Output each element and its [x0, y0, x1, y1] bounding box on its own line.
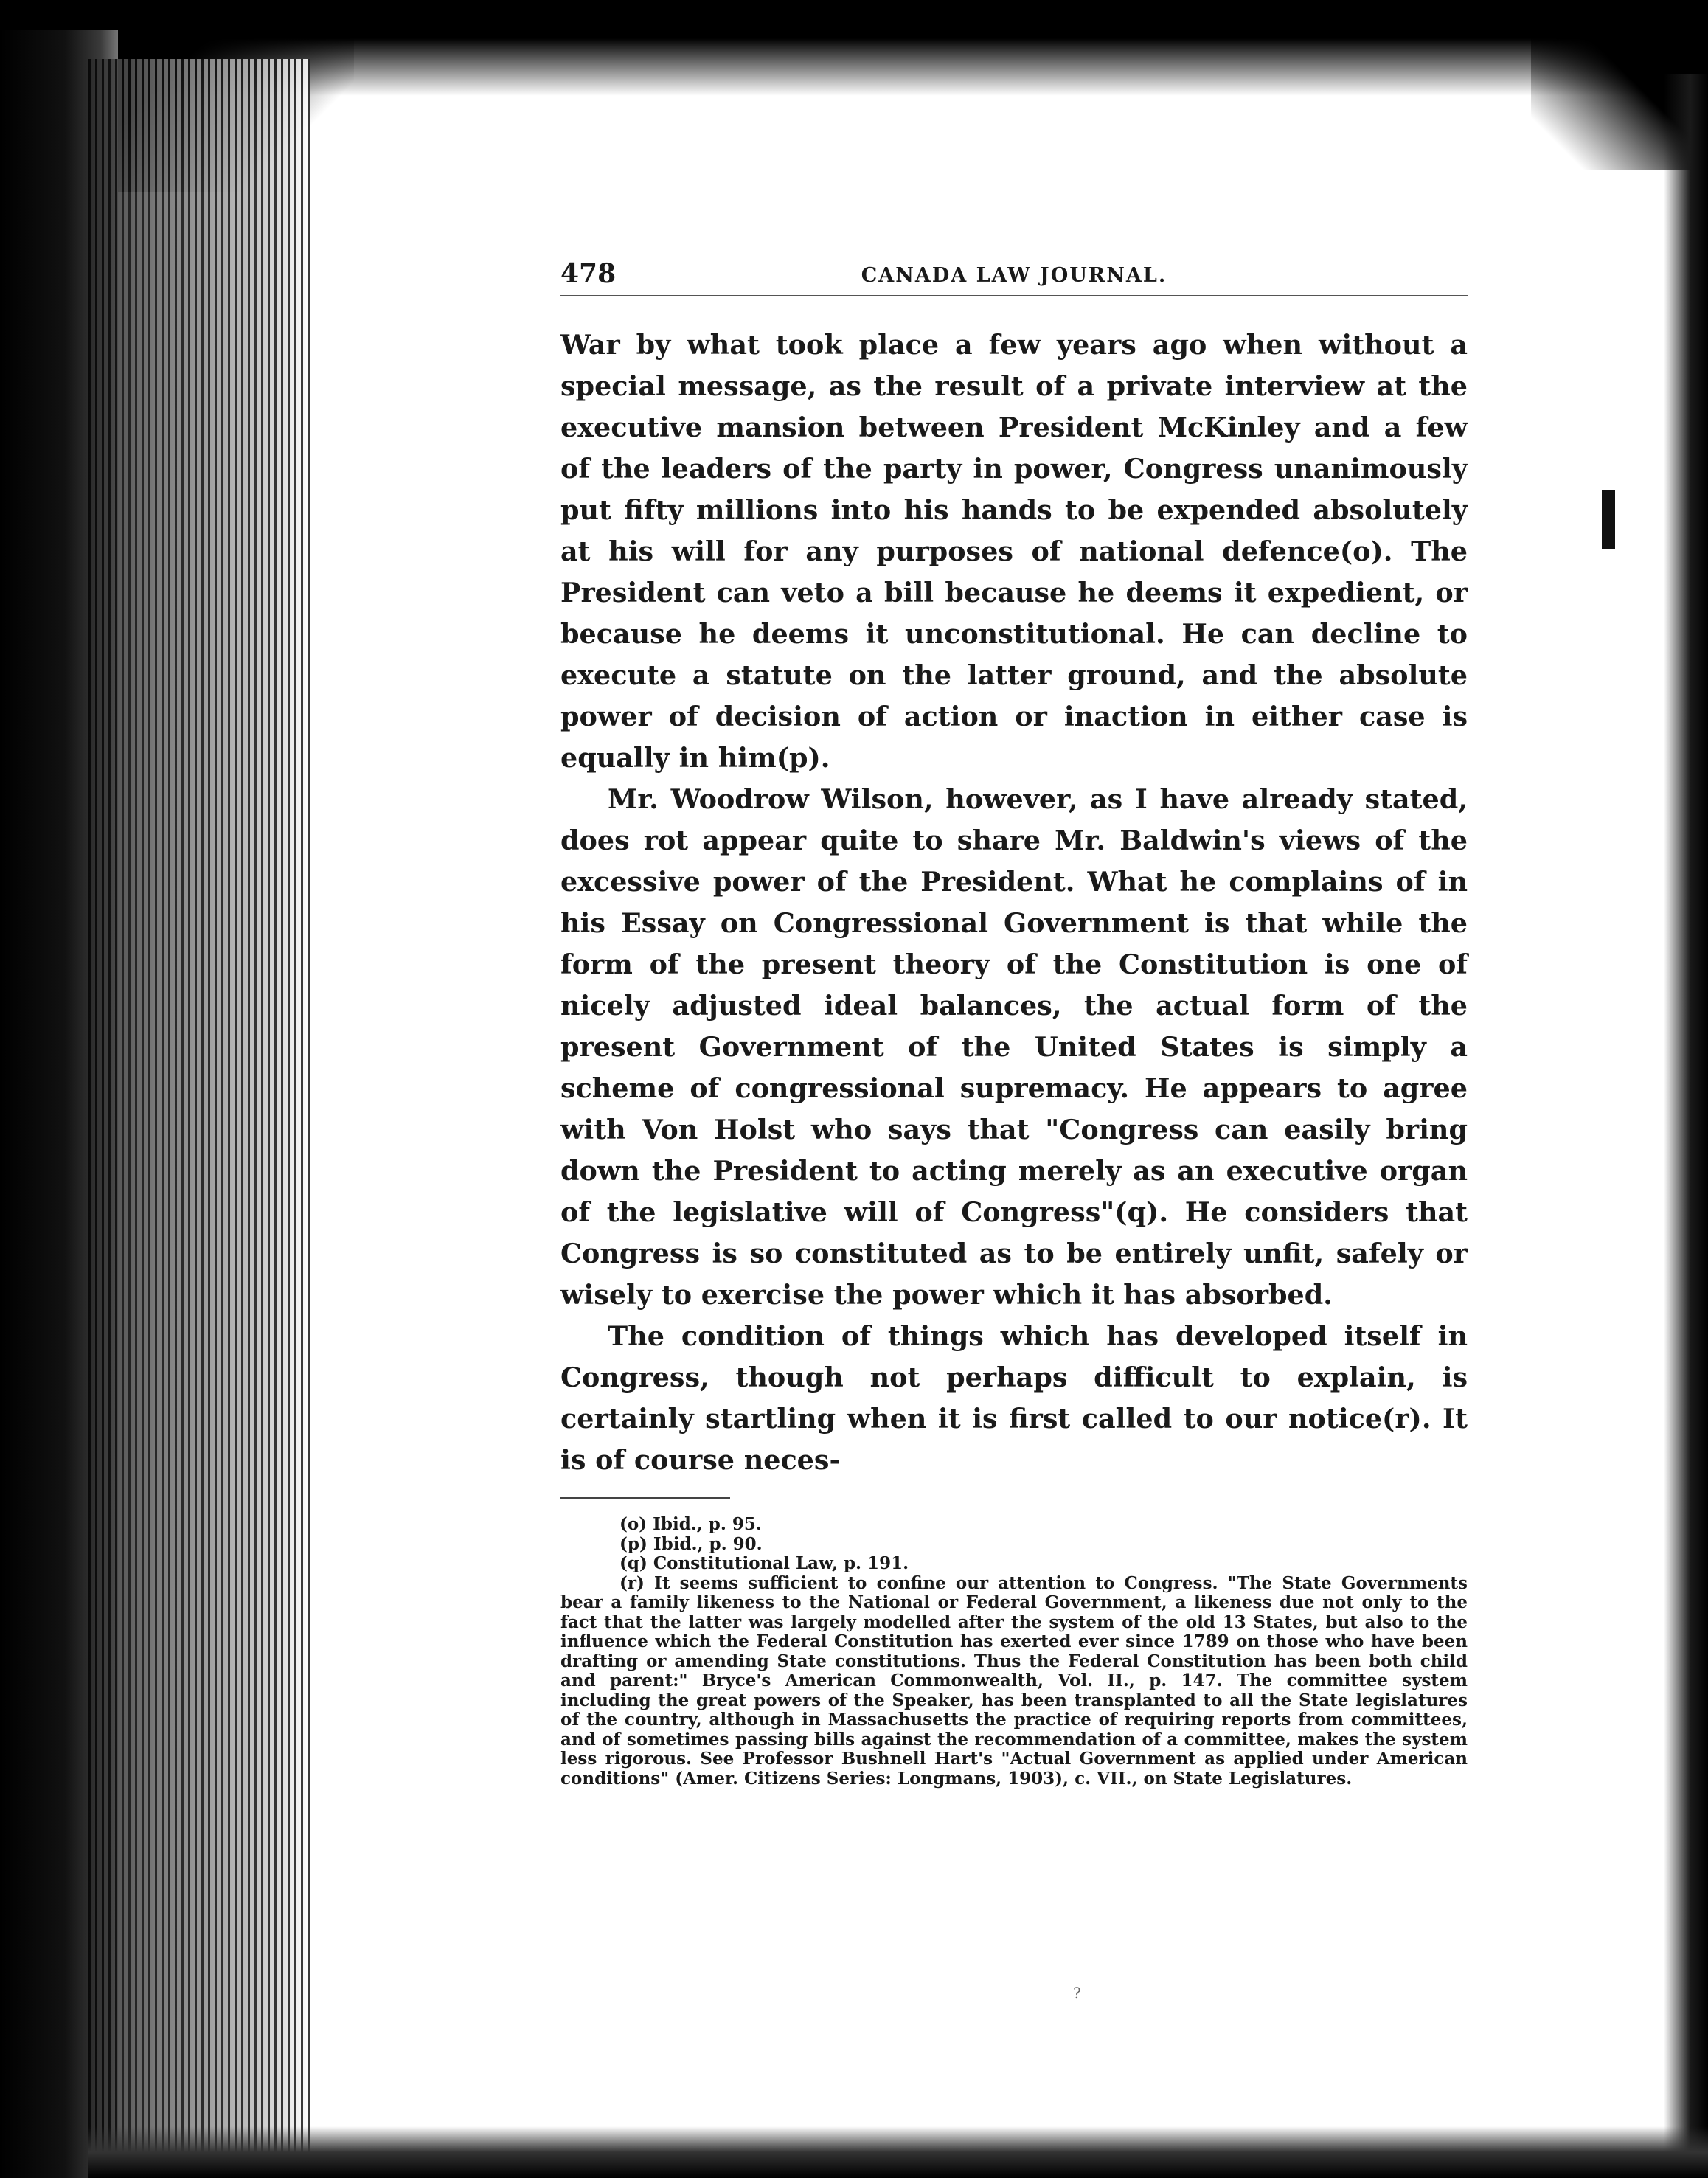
paragraph-2: Mr. Woodrow Wilson, however, as I have already stated, does rot appear quite to share Mr. Baldwin's views of the excessive power of the President. What he complains of in his Essay on Congressional Government is that while the form of the present theory of the Constitution is one of nicely adjusted ideal balances, the actual form of the present Government of the United States is simply a scheme of congressional supremacy. He appears to agree with Von Holst who says that "Congress can easily bring down the President to acting merely as an executive organ of the legislative will of Congress"(q). He considers that Congress is so constituted as to be entirely unfit, safely or wisely to exercise the power which it has absorbed. [560, 783, 1468, 1311]
footnotes [560, 1515, 1468, 1789]
footnote-r: (r) It seems sufficient to confine our attention to Congress. "The State Governments bear a family likeness to the National or Federal Government, a likeness due not only to the fact that the latter was largely modelled after the system of the old 13 States, but also to the influence which the Federal Constitution has exerted ever since 1789 on those who have been drafting or amending State constitutions. Thus the Federal Constitution has been both child and parent:" Bryce's American Commonwealth, Vol. II., p. 147. The committee system including the great powers of the Speaker, has been transplanted to all the State legislatures of the country, although in Massachusetts the practice of requiring reports from committees, and of sometimes passing bills against the recommendation of a committee, makes the system less rigorous. See Professor Bushnell Hart's "Actual Government as applied under American conditions" (Amer. Citizens Series: Longmans, 1903), c. VII., on State Legislatures. [560, 1572, 1468, 1789]
document-page [560, 258, 1468, 1789]
footnote-o: (o) Ibid., p. 95. [619, 1514, 762, 1534]
footnote-separator [560, 1497, 730, 1499]
page-number: 478 [560, 258, 617, 289]
footer-mark: ? [1073, 1984, 1081, 2002]
journal-title: CANADA LAW JOURNAL. [861, 264, 1167, 287]
footnote-q: (q) Constitutional Law, p. 191. [619, 1553, 909, 1573]
running-head [560, 258, 1468, 296]
right-scan-edge [1664, 74, 1708, 2178]
paragraph-1: War by what took place a few years ago when without a special message, as the result of a private interview at the executive mansion between President McKinley and a few of the leaders of the party in power, Congress unanimously put fifty millions into his hands to be expended absolutely at his will for any purposes of national defence(o). The President can veto a bill because he deems it expedient, or because he deems it unconstitutional. He can decline to execute a statute on the latter ground, and the absolute power of decision of action or inaction in either case is equally in him(p). [560, 329, 1468, 774]
book-page-edges [88, 59, 310, 2178]
footnote-p: (p) Ibid., p. 90. [619, 1533, 763, 1554]
margin-tab-mark [1602, 490, 1615, 549]
bottom-scan-edge [88, 2126, 1708, 2178]
paragraph-3: The condition of things which has developed itself in Congress, though not perhaps difficult to explain, is certainly startling when it is first called to our notice(r). It is of course neces- [560, 1320, 1468, 1476]
body-text [560, 325, 1468, 1481]
